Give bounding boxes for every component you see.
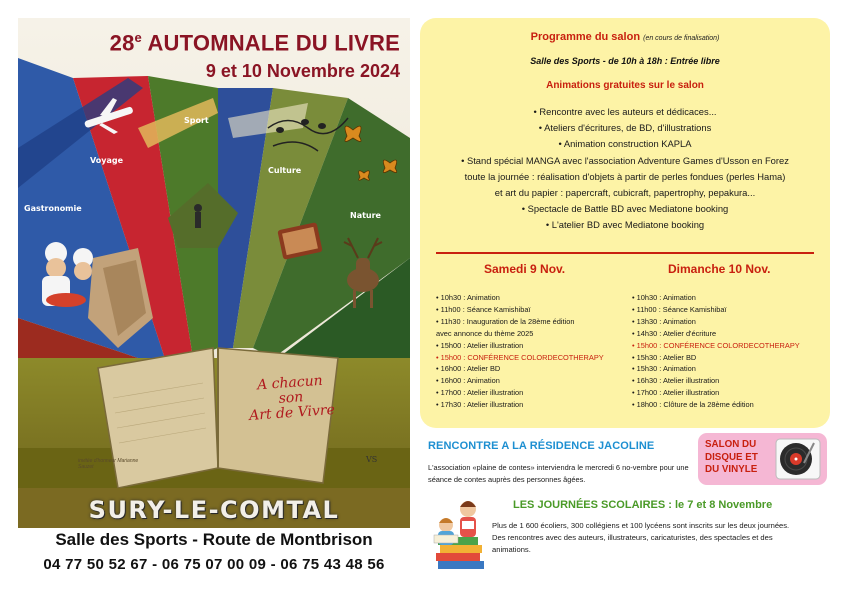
schedule-item: • 15h00 : CONFÉRENCE COLORDECOTHERAPY: [632, 340, 800, 350]
schedule-item: • 18h00 : Clôture de la 28ème édition: [632, 400, 754, 410]
artist-signature: VS: [366, 455, 378, 464]
schedule-item: • 15h00 : Atelier illustration: [436, 340, 524, 350]
schedule-item: • 15h30 : Animation: [632, 364, 696, 374]
slogan-line: son: [278, 389, 304, 407]
venue-address: Salle des Sports - Route de Montbrison: [55, 530, 373, 549]
schedule-item: • 15h30 : Atelier BD: [632, 352, 697, 362]
animation-item: et art du papier : papercraft, cubicraft, papertrophy, pepakura...: [494, 187, 756, 199]
ray-label-sport: Sport: [184, 116, 209, 125]
animation-item: • Animation construction KAPLA: [558, 138, 692, 150]
poster-slogan: [245, 373, 338, 424]
poster-artwork: [18, 18, 410, 528]
school-days-title: LES JOURNÉES SCOLAIRES : le 7 et 8 Novembre: [513, 499, 773, 511]
animations-list: [420, 104, 830, 234]
schedule-item: • 16h00 : Animation: [436, 376, 500, 386]
schedule-item: • 17h30 : Atelier illustration: [436, 400, 524, 410]
residence-title: RENCONTRE A LA RÉSIDENCE JACOLINE: [428, 440, 655, 452]
saturday-heading: Samedi 9 Nov.: [484, 262, 566, 276]
schedule-item: avec annonce du thème 2025: [436, 328, 534, 338]
school-text-line: Des rencontres avec des auteurs, illustrateurs, caricaturistes, des spectacles et des animations.: [492, 533, 773, 554]
school-text-line: Plus de 1 600 écoliers, 300 collégiens et 100 lycéens sont inscrits sur les deux journées.: [492, 521, 790, 530]
poster-city-name: SURY-LE-COMTAL: [88, 496, 340, 524]
poster-title: 28e AUTOMNALE DU LIVRE: [109, 30, 400, 56]
programme-title: [420, 31, 830, 43]
schedule-item: • 15h00 : CONFÉRENCE COLORDECOTHERAPY: [436, 352, 604, 362]
schedule-item: • 16h00 : Atelier BD: [436, 364, 501, 374]
animation-item: • L'atelier BD avec Mediatone booking: [545, 219, 705, 231]
animation-item: • Rencontre avec les auteurs et dédicaces...: [533, 106, 717, 117]
sunday-heading: Dimanche 10 Nov.: [668, 262, 771, 276]
slogan-line: Art de Vivre: [248, 401, 336, 424]
vinyl-line: DU VINYLE: [705, 464, 758, 475]
animation-item: toute la journée : réalisation d'objets à partir de perles fondues (perles Hama): [464, 170, 786, 182]
children-reading-books-icon: [432, 495, 488, 579]
residence-text: L'association «plaine de contes» interviendra le mercredi 6 no-vembre pour une séance de contes auprès des personnes âgées.: [428, 463, 689, 484]
saturday-schedule: [436, 292, 626, 411]
programme-venue-hours: Salle des Sports - de 10h à 18h : Entrée libre: [530, 56, 720, 66]
sunday-schedule: [632, 292, 822, 411]
poster-dates: 9 et 10 Novembre 2024: [205, 61, 400, 81]
programme-title-note: (en cours de finalisation): [643, 35, 720, 42]
animation-item: • Spectacle de Battle BD avec Mediatone booking: [521, 203, 729, 215]
poster-illustration: [18, 18, 410, 528]
school-days-text: [492, 520, 812, 556]
schedule-item: • 16h30 : Atelier illustration: [632, 376, 720, 386]
schedule-item: • 11h00 : Séance Kamishibaï: [632, 304, 727, 314]
schedule-item: • 11h00 : Séance Kamishibaï: [436, 304, 531, 314]
programme-title-text: Programme du salon: [530, 31, 641, 43]
vinyl-line: DISQUE ET: [705, 451, 758, 463]
section-divider: [436, 252, 814, 254]
schedule-item: • 13h30 : Animation: [632, 316, 696, 326]
animation-item: • Ateliers d'écritures, de BD, d'illustrations: [538, 122, 712, 134]
vinyl-fair-label: [705, 439, 769, 477]
vinyl-fair-badge: [698, 433, 827, 485]
schedule-item: • 17h00 : Atelier illustration: [632, 388, 720, 398]
vinyl-line: SALON DU: [705, 439, 757, 450]
phone-numbers: 04 77 50 52 67 - 06 75 07 00 09 - 06 75 43 48 56: [43, 556, 385, 573]
schedule-item: • 10h30 : Animation: [632, 293, 696, 302]
ray-label-voyage: Voyage: [90, 156, 124, 165]
slogan-line: A chacun: [256, 372, 324, 394]
schedule-item: • 14h30 : Atelier d'écriture: [632, 328, 717, 338]
schedule-item: • 17h00 : Atelier illustration: [436, 388, 524, 398]
programme-box: [420, 18, 830, 428]
poster-credit: invitée d'honneur Marianne Sauzet: [78, 458, 139, 470]
ray-label-nature: Nature: [350, 211, 381, 220]
schedule-item: • 10h30 : Animation: [436, 293, 500, 302]
animation-item: • Stand spécial MANGA avec l'association Adventure Games d'Usson en Forez: [461, 154, 789, 166]
schedule-item: • 11h30 : Inauguration de la 28ème édition: [436, 316, 575, 326]
vinyl-record-icon: [774, 437, 822, 481]
ray-label-gastronomie: Gastronomie: [24, 204, 82, 213]
ray-label-culture: Culture: [268, 166, 302, 175]
animations-heading: Animations gratuites sur le salon: [546, 80, 704, 91]
